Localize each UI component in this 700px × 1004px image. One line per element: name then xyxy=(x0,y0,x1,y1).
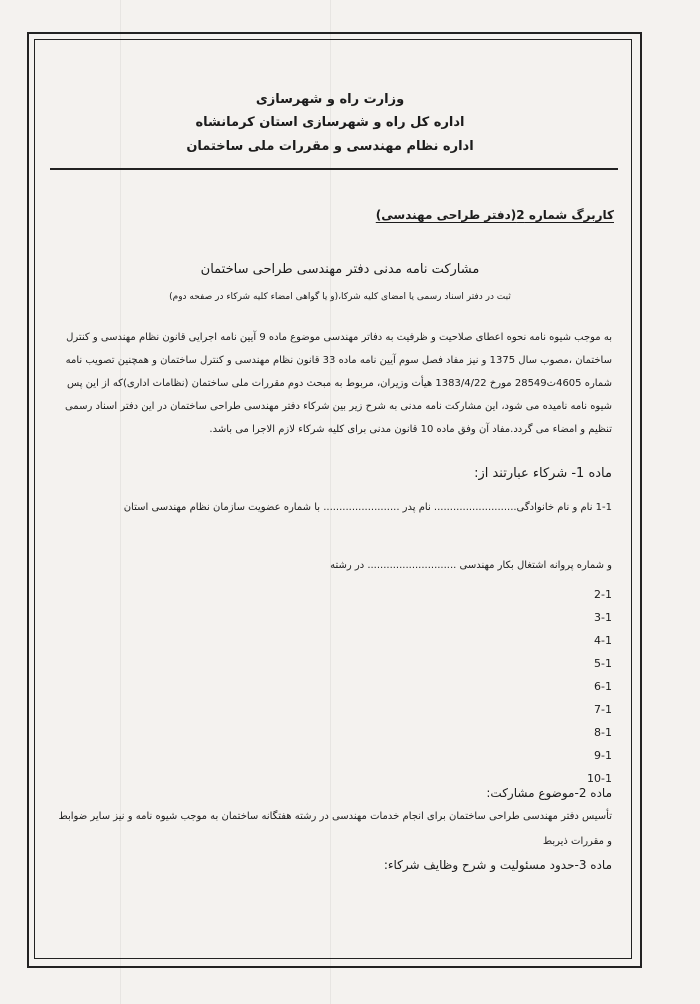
partner-item: 9-1 xyxy=(594,749,612,762)
ministry-name: وزارت راه و شهرسازی xyxy=(255,92,405,107)
license-line: و شماره پروانه اشتغال بکار مهندسی ............................ در رشته xyxy=(330,560,612,571)
article2-line: و مقررات ذیربط xyxy=(542,836,612,847)
partner-item: 3-1 xyxy=(594,611,612,624)
partner-item: 7-1 xyxy=(594,703,612,716)
article2-heading: ماده 2-موضوع مشارکت: xyxy=(486,786,612,800)
partner1-line: 1-1 نام و نام خانوادگی.......................... نام پدر ........................ با شماره عضویت سازمان نظام مهندسی استان xyxy=(123,502,612,513)
partner-item: 4-1 xyxy=(594,634,612,647)
directorate-name: اداره کل راه و شهرسازی استان کرمانشاه xyxy=(195,115,465,130)
partner-item: 6-1 xyxy=(594,680,612,693)
intro-line: شیوه نامه نامیده می شود، این مشارکت نامه مدنی به شرح زیر بین شرکاء دفتر مهندسی طراحی ساختمان در این دفتر اسناد رسمی xyxy=(64,401,612,412)
article3-heading: ماده 3-حدود مسئولیت و شرح وظایف شرکاء: xyxy=(383,858,612,872)
intro-line: شماره 4605ت28549 مورخ 1383/4/22 هیأت وزیران، مربوط به مبحث دوم مقررات ملی ساختمان (نظامات اداری)که از این پس xyxy=(66,378,612,389)
article2-line: تأسیس دفتر مهندسی طراحی ساختمان برای انجام خدمات مهندسی در رشته هفتگانه ساختمان به موجب شیوه نامه و نیز سایر ضوابط xyxy=(58,811,612,822)
intro-line: به موجب شیوه نامه نحوه اعطای صلاحیت و ظرفیت به دفاتر مهندسی موضوع ماده 9 آیین نامه اجرایی قانون نظام مهندسی و کنترل xyxy=(66,332,612,343)
intro-paragraph xyxy=(64,326,612,441)
article1-heading: ماده 1- شرکاء عبارتند از: xyxy=(474,466,612,481)
header-divider xyxy=(50,168,618,170)
intro-line: تنظیم و امضاء می گردد.مفاد آن وفق ماده 10 قانون مدنی برای کلیه شرکاء لازم الاجرا می باشد. xyxy=(209,424,612,435)
card-title: کاربرگ شماره 2(دفتر طراحی مهندسی) xyxy=(375,208,614,222)
partner-item: 5-1 xyxy=(594,657,612,670)
document-title: مشارکت نامه مدنی دفتر مهندسی طراحی ساختمان xyxy=(200,262,480,277)
partner-item: 10-1 xyxy=(587,772,612,785)
intro-line: ساختمان ،مصوب سال 1375 و نیز مفاد فصل سوم آیین نامه ماده 33 قانون نظام مهندسی و کنترل ساختمان و همچنین تصویب نامه xyxy=(65,355,612,366)
office-name: اداره نظام مهندسی و مقررات ملی ساختمان xyxy=(186,139,474,154)
partner-item: 8-1 xyxy=(594,726,612,739)
document-subtitle: ثبت در دفتر اسناد رسمی یا امضای کلیه شرکا،(و یا گواهی امضاء کلیه شرکاء در صفحه دوم) xyxy=(169,292,511,302)
partner-item: 2-1 xyxy=(594,588,612,601)
